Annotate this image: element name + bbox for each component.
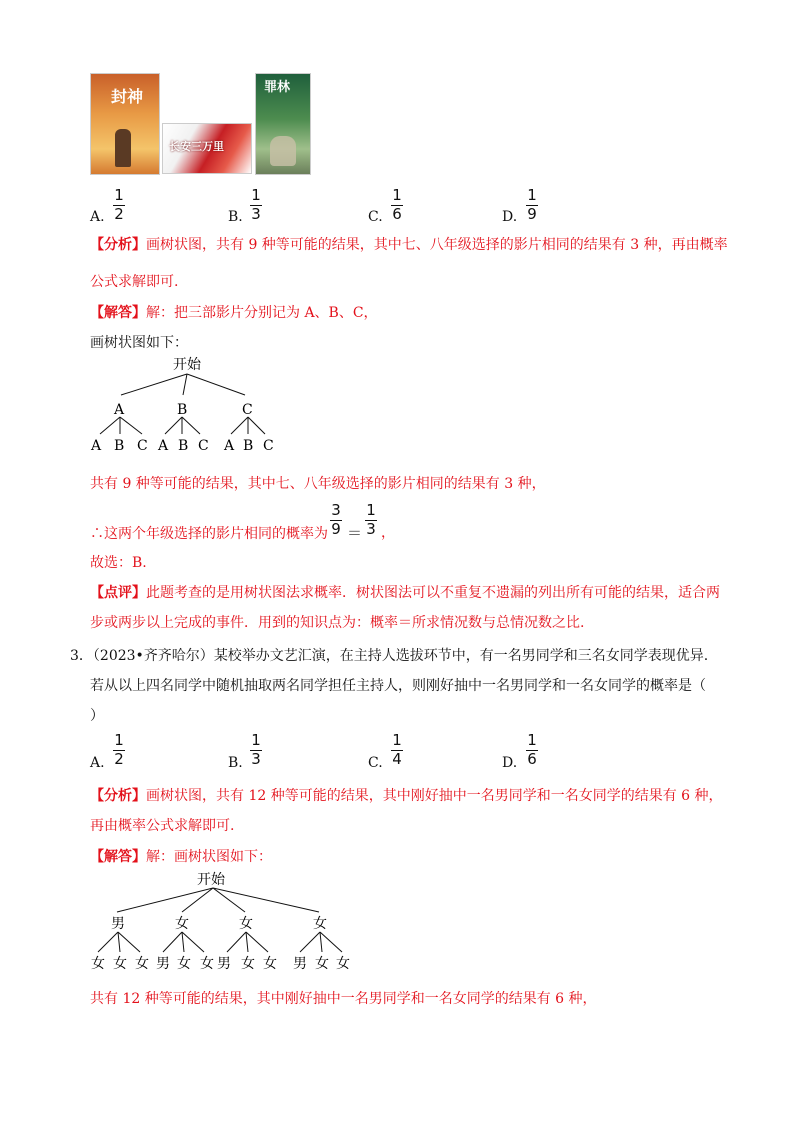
- tree-edge: [98, 932, 118, 952]
- tree-level1-node: C: [242, 402, 253, 418]
- tree-level2-node: 女: [200, 956, 214, 972]
- tree-level2-node: C: [263, 438, 274, 454]
- tree-level2-node: 女: [241, 956, 255, 972]
- tree-edge: [187, 374, 245, 395]
- tree-edge: [320, 932, 342, 952]
- tree-level2-node: 女: [113, 956, 127, 972]
- tree-edge: [246, 932, 268, 952]
- tree-level2-node: 男: [156, 956, 170, 972]
- tree-level1-node: 男: [111, 916, 125, 932]
- q3-analysis-line2: 再由概率公式求解即可.: [90, 818, 235, 834]
- tree-level2-node: A: [158, 438, 169, 454]
- q2-analysis-line1: 【分析】画树状图，共有 9 种等可能的结果，其中七、八年级选择的影片相同的结果有 3 种，再由概率: [90, 237, 728, 253]
- option-b-fraction: 1 3: [251, 731, 261, 768]
- tree-edge: [117, 888, 213, 912]
- tree-level2-node: A: [91, 438, 102, 454]
- q3-answer-line1: 【解答】解：画树状图如下：: [90, 849, 272, 865]
- option-d-label: D.: [502, 209, 518, 225]
- poster-title: 封神: [111, 87, 144, 106]
- q2-comment-line1: 【点评】此题考查的是用树状图法求概率．树状图法可以不重复不遗漏的列出所有可能的结果，适合两: [90, 585, 720, 601]
- tree-edge: [320, 932, 322, 952]
- tree-root: 开始: [173, 357, 201, 373]
- tree-level2-node: 男: [293, 956, 307, 972]
- tree-level2-node: 女: [263, 956, 277, 972]
- tree-level2-node: B: [178, 438, 189, 454]
- tree-edge: [120, 417, 142, 434]
- tree-edge: [121, 374, 187, 395]
- q2-prob-line: ∴这两个年级选择的影片相同的概率为: [90, 526, 328, 542]
- option-d-fraction: 1 9: [527, 186, 537, 223]
- poster-figure-icon: [115, 129, 131, 167]
- poster-title: 罪林: [264, 80, 291, 95]
- q2-choice-line: 故选：B.: [90, 555, 147, 571]
- tree-edge: [248, 417, 265, 434]
- q2-tree-diagram: [85, 352, 285, 456]
- tree-level2-node: C: [198, 438, 209, 454]
- prob-fraction-2: 1 3: [366, 501, 376, 538]
- tree-level1-node: 女: [313, 916, 327, 932]
- q3-stem-line1: 3．（2023•齐齐哈尔）某校举办文艺汇演，在主持人选拔环节中，有一名男同学和三名女同学表现优异.: [70, 648, 709, 664]
- q2-answer-line2: 画树状图如下：: [90, 335, 188, 351]
- tree-level2-node: B: [114, 438, 125, 454]
- tree-level2-node: 男: [217, 956, 231, 972]
- option-c-fraction: 1 4: [392, 731, 402, 768]
- tree-level2-node: 女: [336, 956, 350, 972]
- tree-level2-node: 女: [177, 956, 191, 972]
- q2-analysis-line2: 公式求解即可.: [90, 274, 179, 290]
- tree-edge: [182, 932, 204, 952]
- tree-level2-node: 女: [135, 956, 149, 972]
- prob-equals: ＝: [347, 524, 363, 542]
- prob-suffix: ，: [381, 525, 395, 541]
- tree-edge: [163, 932, 182, 952]
- movie-poster-3: [255, 73, 311, 175]
- q3-tree-diagram: [85, 864, 365, 976]
- tree-edge: [246, 932, 248, 952]
- option-c-label: C.: [368, 209, 383, 225]
- q3-stem-line3: ）: [90, 708, 104, 724]
- tree-edge: [118, 932, 120, 952]
- tree-edge: [182, 417, 200, 434]
- tree-level2-node: A: [224, 438, 235, 454]
- tree-edge: [100, 417, 120, 434]
- tree-level1-node: 女: [175, 916, 189, 932]
- option-c-label: C.: [368, 755, 383, 771]
- tree-level1-node: B: [177, 402, 188, 418]
- tree-edge: [118, 932, 140, 952]
- poster-title: 长安三万里: [169, 140, 224, 153]
- tree-edge: [300, 932, 320, 952]
- option-a-fraction: 1 2: [114, 186, 124, 223]
- q2-result-line: 共有 9 种等可能的结果，其中七、八年级选择的影片相同的结果有 3 种，: [90, 476, 546, 492]
- tree-edge: [182, 932, 184, 952]
- tree-edge: [227, 932, 246, 952]
- prob-fraction-1: 3 9: [331, 501, 341, 538]
- option-a-fraction: 1 2: [114, 731, 124, 768]
- q3-stem-line2: 若从以上四名同学中随机抽取两名同学担任主持人，则刚好抽中一名男同学和一名女同学的概率是（: [90, 678, 706, 694]
- q3-analysis-line1: 【分析】画树状图，共有 12 种等可能的结果，其中刚好抽中一名男同学和一名女同学的结果有 6 种，: [90, 788, 723, 804]
- tree-level1-node: A: [114, 402, 125, 418]
- tree-edge: [183, 374, 187, 395]
- option-a-label: A.: [90, 209, 105, 225]
- tree-level2-node: 女: [315, 956, 329, 972]
- tree-root: 开始: [197, 872, 225, 888]
- movie-poster-2: [162, 123, 252, 174]
- tree-level2-node: 女: [91, 956, 105, 972]
- option-b-fraction: 1 3: [251, 186, 261, 223]
- q2-answer-line1: 【解答】解：把三部影片分别记为 A、B、C，: [90, 305, 378, 321]
- tree-level1-node: 女: [239, 916, 253, 932]
- tree-edge: [165, 417, 182, 434]
- q2-comment-line2: 步或两步以上完成的事件．用到的知识点为：概率＝所求情况数与总情况数之比.: [90, 615, 585, 631]
- tree-edge: [231, 417, 248, 434]
- option-c-fraction: 1 6: [392, 186, 402, 223]
- movie-poster-1: [90, 73, 160, 175]
- option-d-label: D.: [502, 755, 518, 771]
- tree-level2-node: C: [137, 438, 148, 454]
- option-a-label: A.: [90, 755, 105, 771]
- option-b-label: B.: [228, 209, 243, 225]
- option-b-label: B.: [228, 755, 243, 771]
- poster-figure-icon: [270, 136, 296, 166]
- q3-result-line: 共有 12 种等可能的结果，其中刚好抽中一名男同学和一名女同学的结果有 6 种，: [90, 991, 597, 1007]
- tree-level2-node: B: [243, 438, 254, 454]
- option-d-fraction: 1 6: [527, 731, 537, 768]
